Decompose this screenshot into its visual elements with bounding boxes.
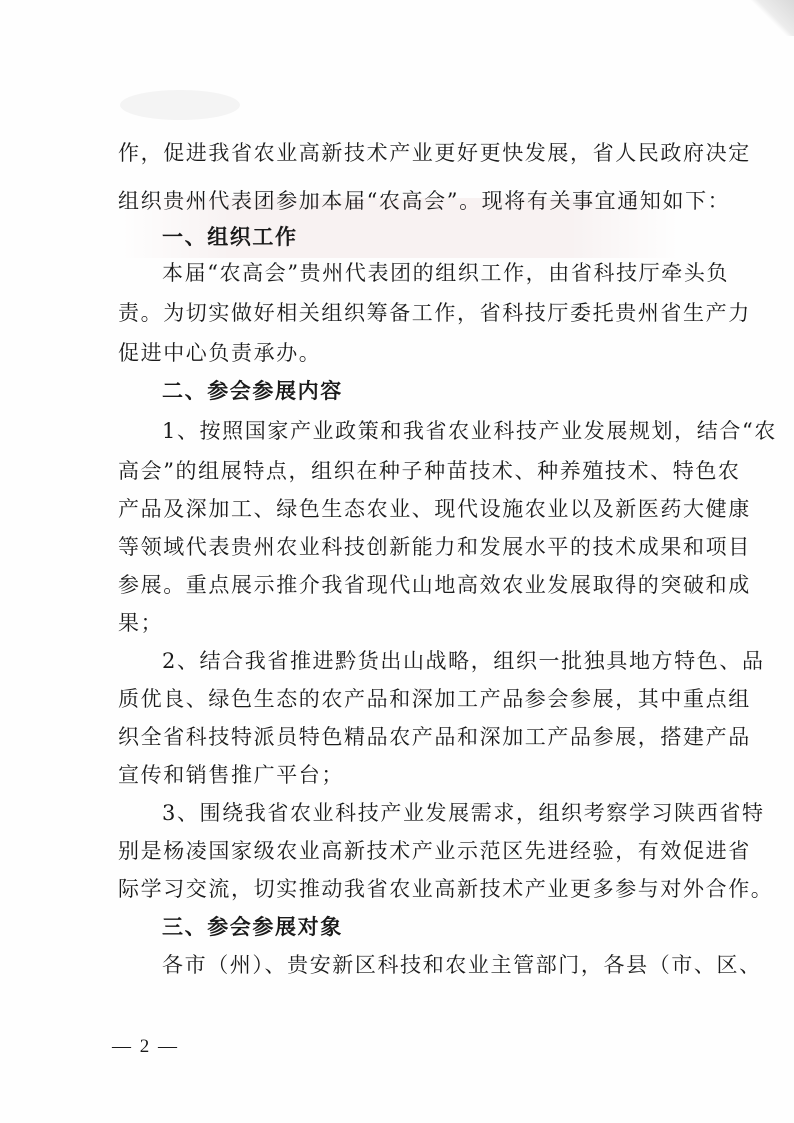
body-line: 2、结合我省推进黔货出山战略，组织一批独具地方特色、品: [162, 649, 765, 673]
section-heading-2: 二、参会参展内容: [162, 379, 343, 403]
section-heading-1: 一、组织工作: [162, 225, 298, 249]
body-line: 别是杨凌国家级农业高新技术产业示范区先进经验，有效促进省: [118, 839, 751, 863]
body-line: 宣传和销售推广平台；: [118, 763, 344, 787]
body-line: 产品及深加工、绿色生态农业、现代设施农业以及新医药大健康: [118, 497, 751, 521]
body-line: 1、按照国家产业政策和我省农业科技产业发展规划，结合“农: [162, 419, 777, 443]
section-heading-3: 三、参会参展对象: [162, 915, 343, 939]
scan-corner-fold: [750, 0, 794, 36]
page-number: — 2 —: [112, 1036, 179, 1057]
bleed-through-mark: [120, 90, 240, 120]
body-line: 3、围绕我省农业科技产业发展需求，组织考察学习陕西省特: [162, 801, 765, 825]
body-line: 责。为切实做好相关组织筹备工作，省科技厅委托贵州省生产力: [118, 301, 751, 325]
body-line: 质优良、绿色生态的农产品和深加工产品参会参展，其中重点组: [118, 687, 751, 711]
body-line: 促进中心负责承办。: [118, 341, 322, 365]
body-line: 各市（州）、贵安新区科技和农业主管部门，各县（市、区、: [162, 953, 762, 977]
body-line: 际学习交流，切实推动我省农业高新技术产业更多参与对外合作。: [118, 877, 774, 901]
body-line: 作，促进我省农业高新技术产业更好更快发展，省人民政府决定: [118, 141, 751, 165]
body-line: 组织贵州代表团参加本届“农高会”。现将有关事宜通知如下：: [118, 189, 731, 213]
body-line: 等领域代表贵州农业科技创新能力和发展水平的技术成果和项目: [118, 535, 751, 559]
body-line: 织全省科技特派员特色精品农产品和深加工产品参展，搭建产品: [118, 725, 751, 749]
body-line: 本届“农高会”贵州代表团的组织工作，由省科技厅牵头负: [162, 261, 730, 285]
body-line: 果；: [118, 611, 164, 635]
body-line: 参展。重点展示推介我省现代山地高效农业发展取得的突破和成: [118, 573, 751, 597]
body-line: 高会”的组展特点，组织在种子种苗技术、种养殖技术、特色农: [118, 459, 741, 483]
